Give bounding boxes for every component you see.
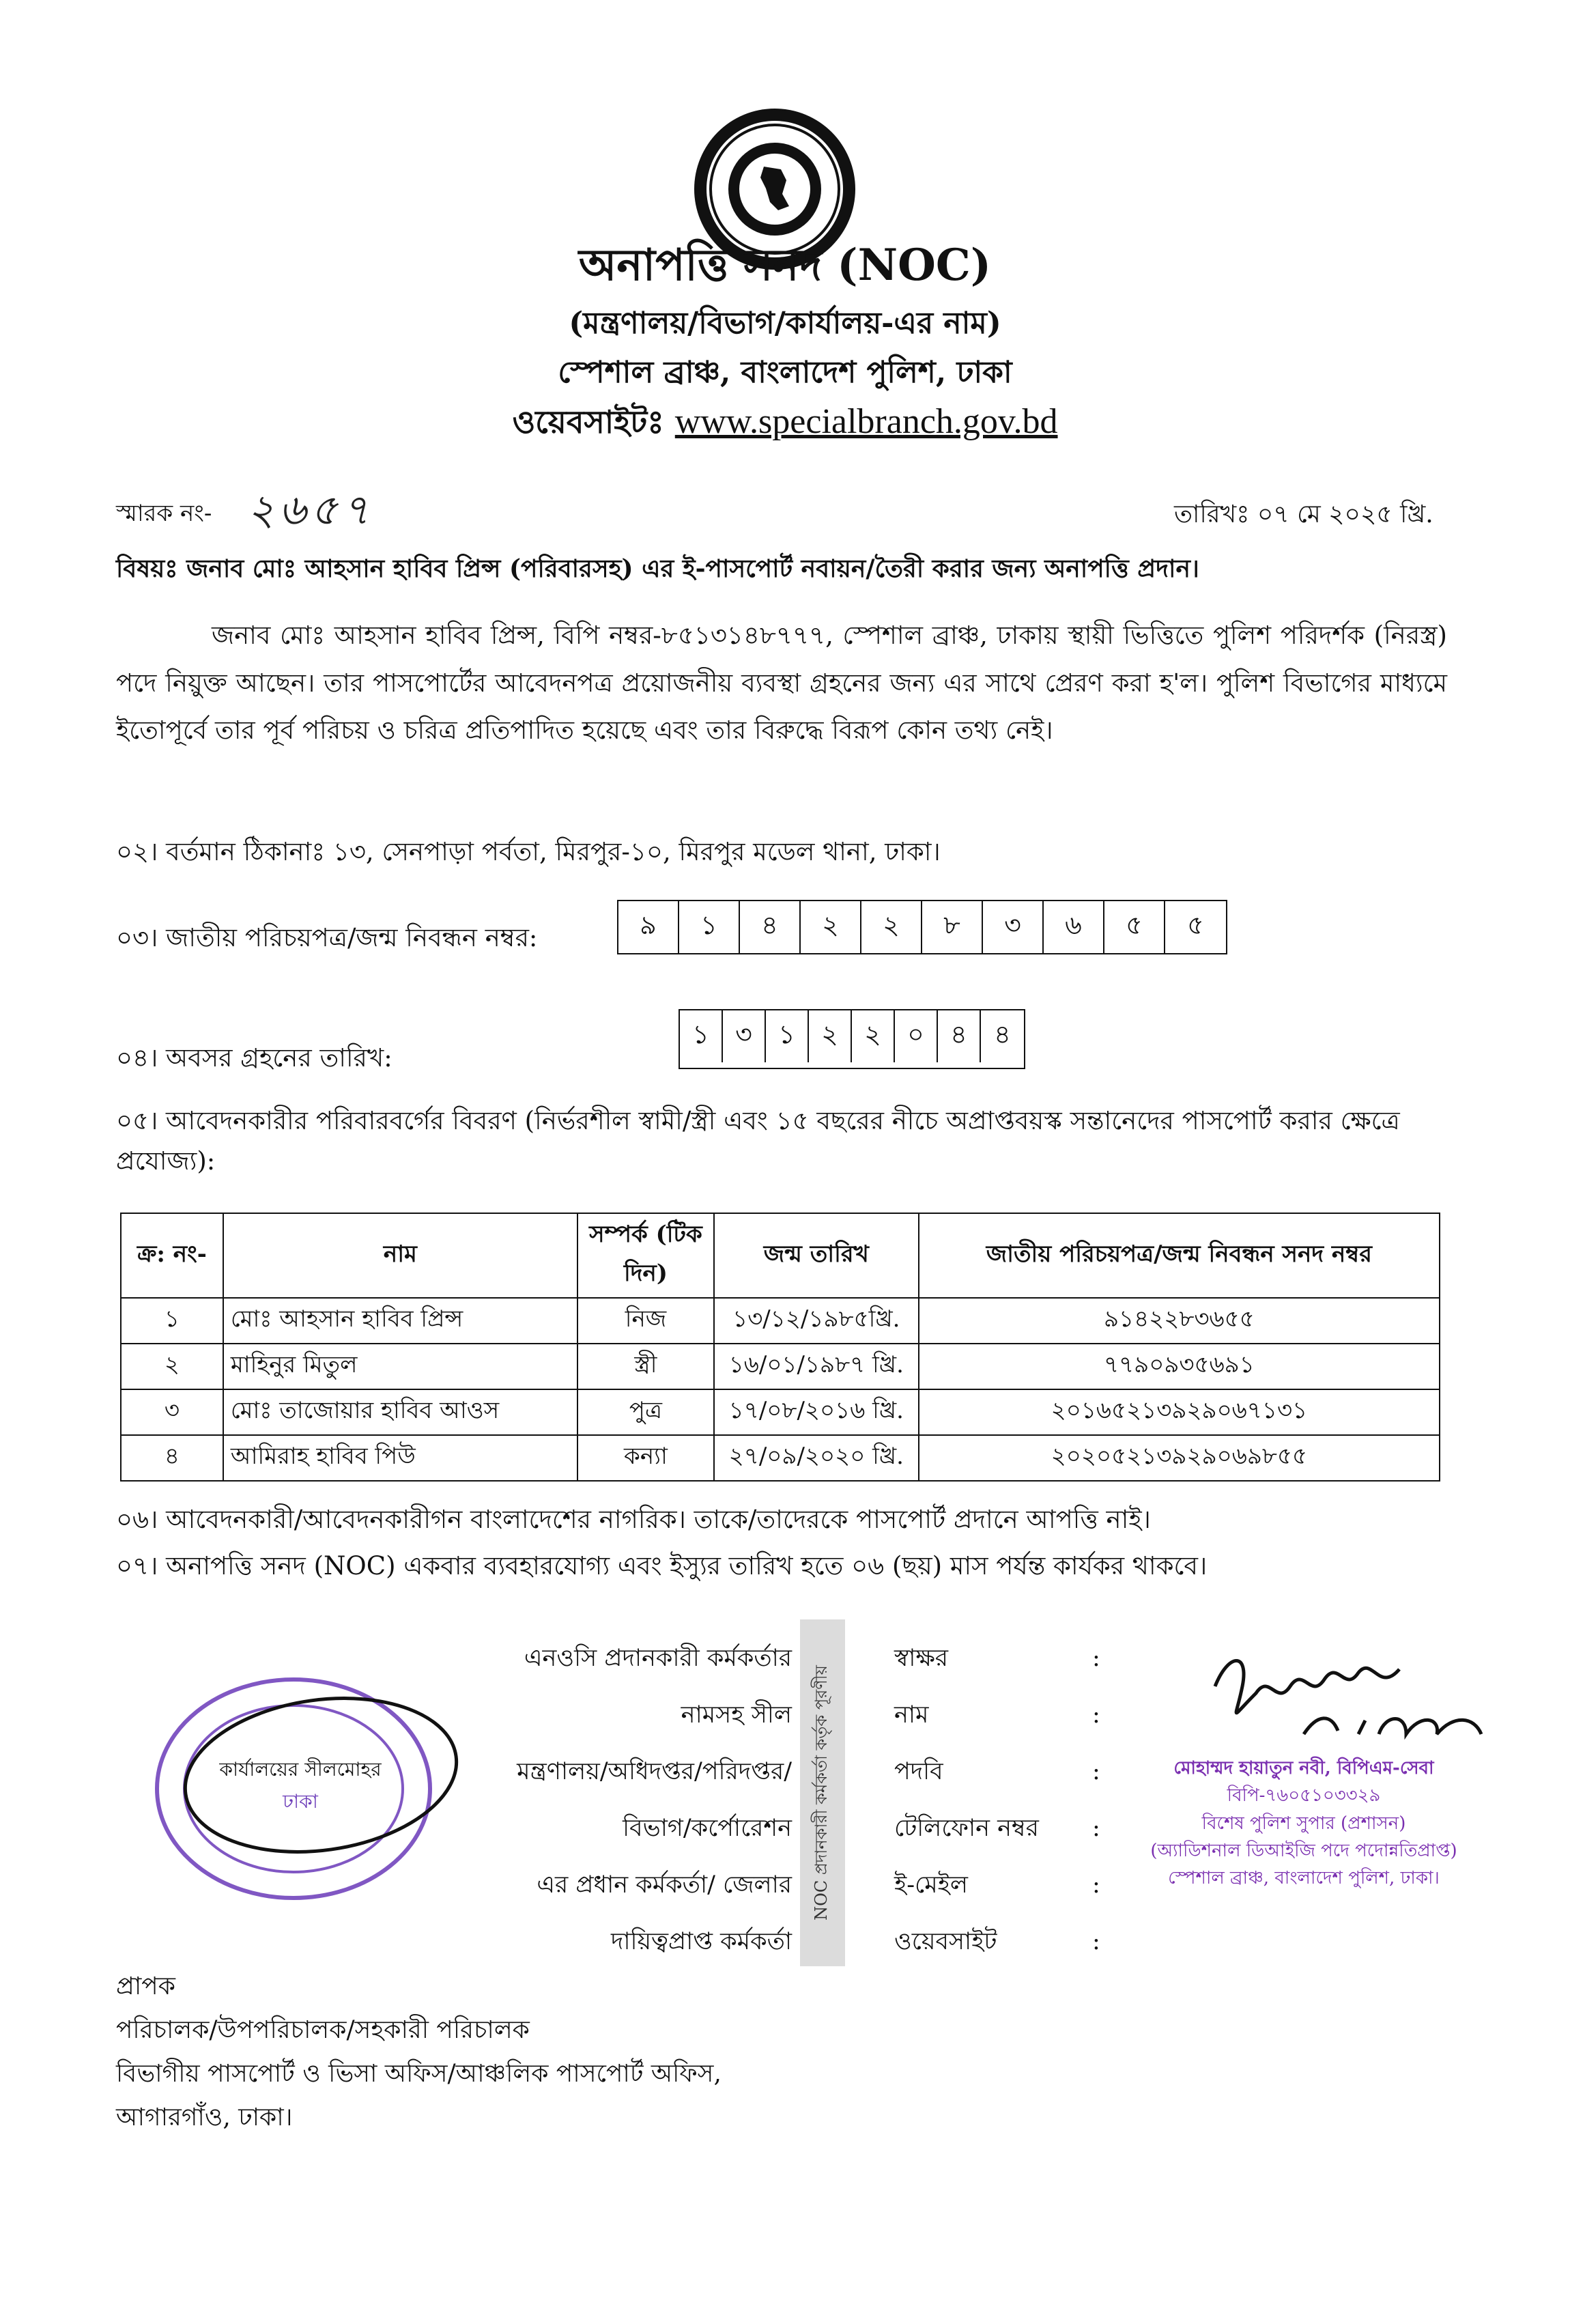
serial-cell: ২ (121, 1344, 223, 1389)
relation-cell: স্ত্রী (577, 1344, 714, 1389)
recipient-heading: প্রাপক (116, 1972, 175, 2000)
digit-cell: ১ (680, 1010, 723, 1062)
issue-date: তারিখঃ ০৭ মে ২০২৫ খ্রি. (1174, 500, 1433, 528)
document-title: অনাপত্তি সনদ (NOC) (578, 240, 992, 291)
digit-cell: ২ (852, 1010, 895, 1062)
office-seal-label (164, 1755, 437, 1819)
birth-date-cell: ১৩/১২/১৯৮৫খ্রি. (714, 1298, 919, 1344)
nid-cell: ২০২০৫২১৩৯২৯০৬৯৮৫৫ (919, 1435, 1440, 1481)
issuer-line: মন্ত্রণালয়/অধিদপ্তর/পরিদপ্তর/ (517, 1758, 792, 1785)
table-row (121, 1435, 1440, 1481)
office-seal-title: কার্যালয়ের সীলমোহর (219, 1758, 382, 1781)
birth-date-cell: ১৭/০৮/২০১৬ খ্রি. (714, 1389, 919, 1435)
subject-line: বিষয়ঃ জনাব মোঃ আহসান হাবিব প্রিন্স (পরিবারসহ) এর ই-পাসপোর্ট নবায়ন/তৈরী করার জন্য অনাপত্তি প্রদান। (116, 554, 1199, 583)
item-05-family-intro: ০৫। আবেদনকারীর পরিবারবর্গের বিবরণ (নির্ভরশীল স্বামী/স্ত্রী এবং ১৫ বছরের নীচে অপ্রাপ্তবয়স্ক সন্তানেদের পাসপোর্ট করার ক্ষেত্রে প্রযোজ্য): (116, 1106, 1400, 1176)
item-06-citizenship: ০৬। আবেদনকারী/আবেদনকারীগন বাংলাদেশের নাগরিক। তাকে/তাদেরকে পাসপোর্ট প্রদানে আপত্তি নাই। (116, 1505, 1151, 1534)
officer-name-stamp (1119, 1755, 1488, 1892)
stamp-line: স্পেশাল ব্রাঞ্চ, বাংলাদেশ পুলিশ, ঢাকা। (1168, 1868, 1440, 1889)
name-field-label: নাম (894, 1701, 929, 1729)
designation-field-label: পদবি (894, 1758, 943, 1785)
digit-cell: ১ (679, 901, 740, 953)
table-row (121, 1298, 1440, 1344)
birth-date-cell: ২৭/০৯/২০২০ খ্রি. (714, 1435, 919, 1481)
fill-in-band (800, 1619, 845, 1966)
website-link[interactable]: www.specialbranch.gov.bd (674, 402, 1058, 441)
colon: : (1092, 1758, 1100, 1785)
handwritten-signature-icon (1201, 1645, 1515, 1748)
column-header-relation: সম্পর্ক (টিক দিন) (577, 1213, 714, 1298)
relation-cell: নিজ (577, 1298, 714, 1344)
digit-cell: ৯ (618, 901, 679, 953)
digit-cell: ২ (861, 901, 922, 953)
recipient-block (116, 1965, 722, 2140)
stamp-line: বিশেষ পুলিশ সুপার (প্রশাসন) (1201, 1813, 1406, 1834)
digit-cell: ৪ (994, 1019, 1011, 1049)
digit-cell: ২ (801, 901, 861, 953)
serial-cell: ৪ (121, 1435, 223, 1481)
memo-number: ২৬৫৭ (247, 485, 374, 535)
column-header-nid: জাতীয় পরিচয়পত্র/জন্ম নিবন্ধন সনদ নম্বর (919, 1213, 1440, 1298)
digit-cell: ৫ (1104, 901, 1165, 953)
digit-cell: ২ (809, 1010, 852, 1062)
website-line (0, 399, 1570, 451)
issuer-line: দায়িত্বপ্রাপ্ত কর্মকর্তা (610, 1928, 792, 1955)
table-header-row (121, 1213, 1440, 1298)
table-row (121, 1389, 1440, 1435)
digit-cell: ৪ (740, 901, 801, 953)
serial-cell: ১ (121, 1298, 223, 1344)
relation-cell: কন্যা (577, 1435, 714, 1481)
name-cell: মোঃ আহসান হাবিব প্রিন্স (223, 1298, 577, 1344)
nid-cell: ৯১৪২২৮৩৬৫৫ (919, 1298, 1440, 1344)
issuer-line: এর প্রধান কর্মকর্তা/ জেলার (537, 1871, 792, 1899)
office-name-line: স্পেশাল ব্রাঞ্চ, বাংলাদেশ পুলিশ, ঢাকা (558, 355, 1012, 390)
table-row (121, 1344, 1440, 1389)
digit-cell: ৩ (723, 1010, 766, 1062)
item-07-validity: ০৭। অনাপত্তি সনদ (NOC) একবার ব্যবহারযোগ্য এবং ইস্যুর তারিখ হতে ০৬ (ছয়) মাস পর্যন্ত কার্যকর থাকবে। (116, 1551, 1208, 1581)
intro-paragraph: জনাব মোঃ আহসান হাবিব প্রিন্স, বিপি নম্বর-৮৫১৩১৪৮৭৭৭, স্পেশাল ব্রাঞ্চ, ঢাকায় স্থায়ী ভিত্তিতে পুলিশ পরিদর্শক (নিরস্ত্র) পদে নিয়ুক্ত আছেন। তার পাসপোর্টের আবেদনপত্র প্রয়োজনীয় ব্যবস্থা গ্রহনের জন্য এর সাথে প্রেরণ করা হ'ল। পুলিশ বিভাগের মাধ্যমে ইতোপূর্বে তার পূর্ব পরিচয় ও চরিত্র প্রতিপাদিত হয়েছে এবং তার বিরুদ্ধে বিরূপ কোন তথ্য নেই। (116, 621, 1447, 746)
memo-label: স্মারক নং- (116, 500, 212, 527)
issuer-line: নামসহ সীল (681, 1701, 792, 1729)
nid-cell: ২০১৬৫২১৩৯২৯০৬৭১৩১ (919, 1389, 1440, 1435)
relation-cell: পুত্র (577, 1389, 714, 1435)
officer-field-labels (894, 1630, 1039, 1970)
item-02-address: ০২। বর্তমান ঠিকানাঃ ১৩, সেনপাড়া পর্বতা, মিরপুর-১০, মিরপুর মডেল থানা, ঢাকা। (116, 837, 941, 866)
colon: : (1092, 1928, 1100, 1955)
digit-cell: ৪ (938, 1010, 981, 1062)
field-colons (1092, 1630, 1100, 1970)
stamp-line: (অ্যাডিশনাল ডিআইজি পদে পদোন্নতিপ্রাপ্ত) (1150, 1840, 1457, 1861)
column-header-serial: ক্র: নং- (121, 1213, 223, 1298)
family-table (120, 1213, 1440, 1482)
recipient-line: বিভাগীয় পাসপোর্ট ও ভিসা অফিস/আঞ্চলিক পাসপোর্ট অফিস, (116, 2060, 722, 2088)
digit-cell: ৬ (1044, 901, 1104, 953)
nid-cell: ৭৭৯০৯৩৫৬৯১ (919, 1344, 1440, 1389)
name-cell: আমিরাহ হাবিব পিউ (223, 1435, 577, 1481)
nid-number-box (617, 900, 1227, 954)
ministry-name-line: (মন্ত্রণালয়/বিভাগ/কার্যালয়-এর নাম) (569, 306, 1001, 341)
signature-field-label: স্বাক্ষর (894, 1645, 949, 1672)
digit-cell: ১ (766, 1010, 809, 1062)
column-header-birth-date: জন্ম তারিখ (714, 1213, 919, 1298)
stamp-line: বিপি-৭৬০৫১০৩৩২৯ (1227, 1785, 1381, 1806)
email-field-label: ই-মেইল (894, 1871, 968, 1899)
digit-cell: ৫ (1187, 910, 1204, 940)
digit-cell: ০ (895, 1010, 938, 1062)
recipient-line: আগারগাঁও, ঢাকা। (116, 2103, 293, 2132)
recipient-line: পরিচালক/উপপরিচালক/সহকারী পরিচালক (116, 2016, 530, 2045)
stamp-line: মোহাম্মদ হায়াতুন নবী, বিপিএম-সেবা (1173, 1758, 1434, 1779)
name-cell: মোঃ তাজোয়ার হাবিব আওস (223, 1389, 577, 1435)
digit-cell: ৮ (922, 901, 983, 953)
colon: : (1092, 1701, 1100, 1729)
column-header-name: নাম (223, 1213, 577, 1298)
serial-cell: ৩ (121, 1389, 223, 1435)
fill-in-band-label: NOC প্রদানকারী কর্মকর্তা কর্তৃক পূরণীয় (812, 1665, 831, 1921)
issuer-line: বিভাগ/কর্পোরেশন (623, 1815, 792, 1842)
item-03-label: ০৩। জাতীয় পরিচয়পত্র/জন্ম নিবন্ধন নম্বর: (116, 923, 538, 952)
birth-date-cell: ১৬/০১/১৯৮৭ খ্রি. (714, 1344, 919, 1389)
item-04-label: ০৪। অবসর গ্রহনের তারিখ: (116, 1043, 392, 1073)
digit-cell: ৩ (983, 901, 1044, 953)
colon: : (1092, 1645, 1100, 1672)
website-label: ওয়েবসাইটঃ (512, 403, 664, 440)
issuer-line: এনওসি প্রদানকারী কর্মকর্তার (524, 1645, 792, 1672)
website-field-label: ওয়েবসাইট (894, 1928, 997, 1955)
office-seal-subtitle: ঢাকা (283, 1790, 318, 1813)
retirement-date-box (679, 1009, 1025, 1069)
colon: : (1092, 1815, 1100, 1842)
name-cell: মাহিনুর মিতুল (223, 1344, 577, 1389)
telephone-field-label: টেলিফোন নম্বর (894, 1815, 1039, 1842)
colon: : (1092, 1871, 1100, 1899)
